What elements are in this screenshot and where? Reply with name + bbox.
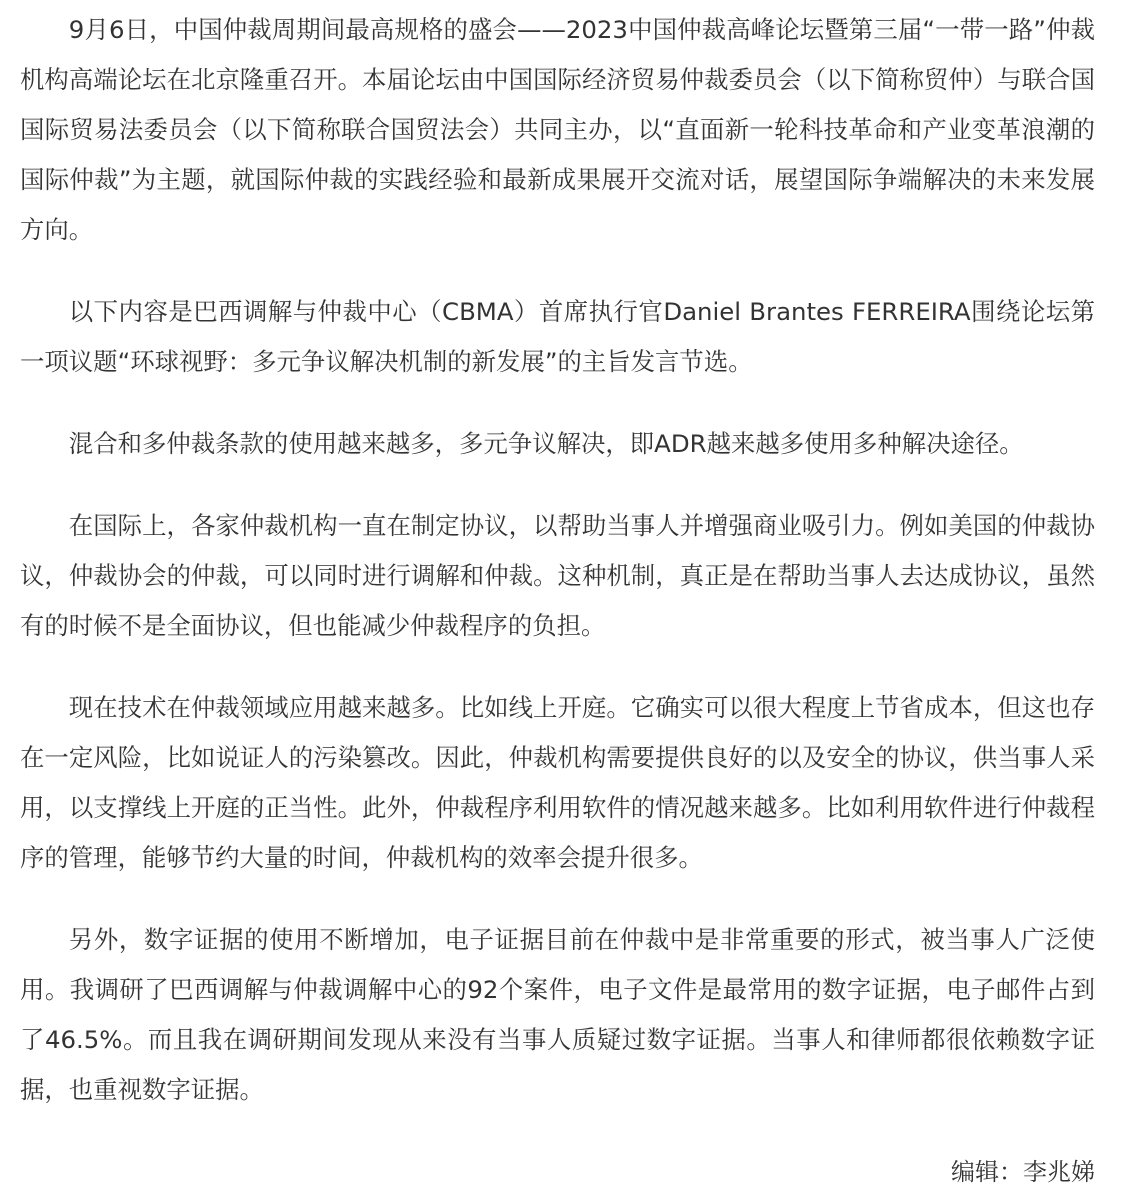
paragraph-adr: 混合和多仲裁条款的使用越来越多，多元争议解决，即ADR越来越多使用多种解决途径。: [68, 429, 1024, 458]
paragraph-speaker-intro: 以下内容是巴西调解与仲裁中心（CBMA）首席执行官Daniel Brantes FERREIRA围绕论坛第一项议题“环球视野：多元争议解决机制的新发展”的主旨发言节选。: [20, 297, 1095, 376]
paragraph-intro: 9月6日，中国仲裁周期间最高规格的盛会——2023中国仲裁高峰论坛暨第三届“一带一路”仲裁机构高端论坛在北京隆重召开。本届论坛由中国国际经济贸易仲裁委员会（以下简称贸仲）与联合国国际贸易法委员会（以下简称联合国贸法会）共同主办，以“直面新一轮科技革命和产业变革浪潮的国际仲裁”为主题，就国际仲裁的实践经验和最新成果展开交流对话，展望国际争端解决的未来发展方向。: [20, 15, 1095, 244]
paragraph-technology: 现在技术在仲裁领域应用越来越多。比如线上开庭。它确实可以很大程度上节省成本，但这也存在一定风险，比如说证人的污染篡改。因此，仲裁机构需要提供良好的以及安全的协议，供当事人采用，以支撑线上开庭的正当性。此外，仲裁程序利用软件的情况越来越多。比如利用软件进行仲裁程序的管理，能够节约大量的时间，仲裁机构的效率会提升很多。: [20, 693, 1095, 872]
paragraph-digital-evidence: 另外，数字证据的使用不断增加，电子证据目前在仲裁中是非常重要的形式，被当事人广泛使用。我调研了巴西调解与仲裁调解中心的92个案件，电子文件是最常用的数字证据，电子邮件占到了46.5%。而且我在调研期间发现从来没有当事人质疑过数字证据。当事人和律师都很依赖数字证据，也重视数字证据。: [20, 925, 1095, 1104]
editor-credit: 编辑：李兆娣: [951, 1158, 1095, 1186]
paragraph-international-protocols: 在国际上，各家仲裁机构一直在制定协议，以帮助当事人并增强商业吸引力。例如美国的仲裁协议，仲裁协会的仲裁，可以同时进行调解和仲裁。这种机制，真正是在帮助当事人去达成协议，虽然有的时候不是全面协议，但也能减少仲裁程序的负担。: [20, 511, 1095, 640]
